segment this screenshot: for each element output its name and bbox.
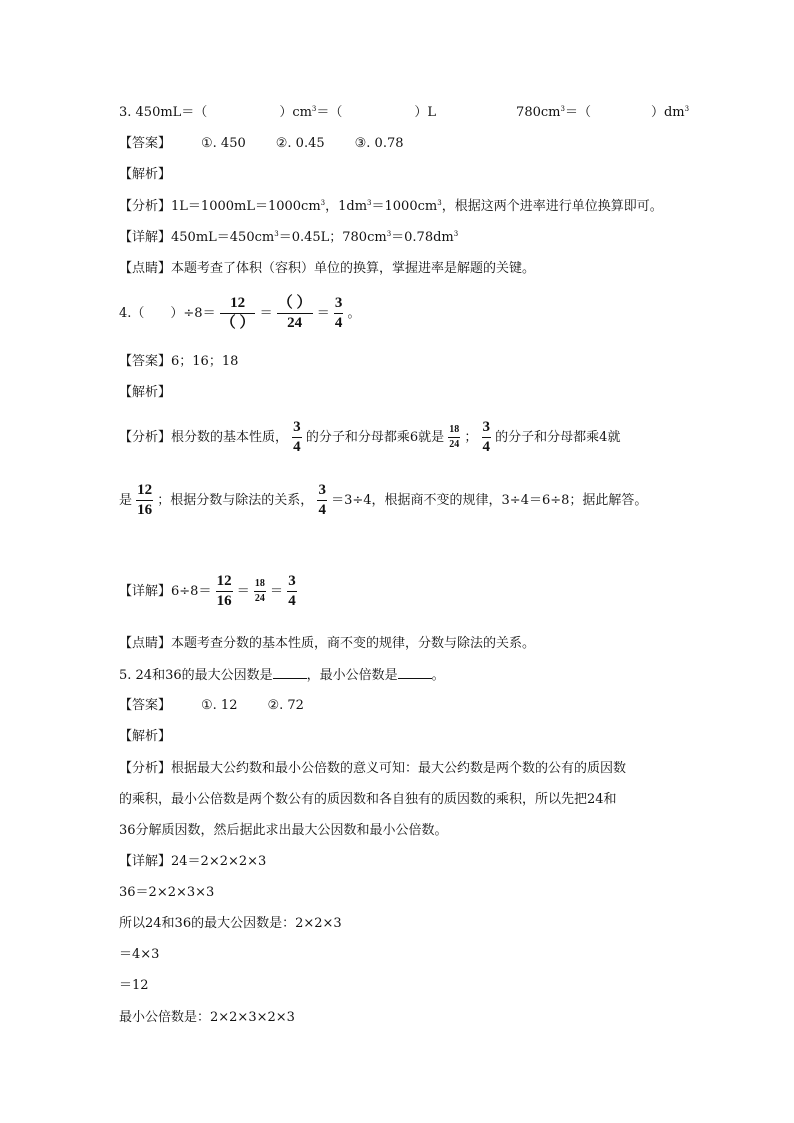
q5-line6: 最小公倍数是：2×2×3×2×3 <box>119 1010 295 1025</box>
q3-xiangjie: 【详解】$450mL=450cm^3=0.45L$；$780cm^3=0.78dm^3$ <box>119 230 459 245</box>
q3-jiexi: 【解析】 <box>119 167 172 182</box>
q4-dianjing: 【点睛】本题考查分数的基本性质，商不变的规律，分数与除法的关系。 <box>119 636 536 651</box>
answer-blank <box>398 666 432 679</box>
q5-question: 5. 24和36的最大公因数是 ，最小公倍数是 。 <box>119 668 445 683</box>
q5-fenxi-line2: 的乘积，最小公倍数是两个数公有的质因数和各自独有的质因数的乘积，所以先把24和 <box>119 792 617 807</box>
frac-12-16: $\frac{12}{16}$ <box>137 482 153 518</box>
q5-xiangjie: 【详解】24＝2×2×2×3 <box>119 854 267 869</box>
answer-label: 【答案】 <box>119 136 172 151</box>
frac-12-16: $\frac{12}{16}$ <box>216 573 232 609</box>
q5-answer: 【答案】 ①. 12 ②. 72 <box>119 698 304 713</box>
q5-line3: 所以24和36的最大公因数是：2×2×3 <box>119 916 342 931</box>
q4-answer: 【答案】6；16；18 <box>119 354 239 369</box>
q4-frac-3-4: $\frac{3}{4}$ <box>334 295 343 331</box>
answer-blank <box>273 666 307 679</box>
q4-xiangjie: 【详解】6÷8＝ $\frac{12}{16}$ ＝ $\frac{18}{24}$ ＝ $\frac{3}{4}$ <box>119 573 296 609</box>
q3-fenxi: 【分析】$1L=1000mL=1000cm^3$，$1dm^3=1000cm^3$，根据这两个进率进行单位换算即可。 <box>119 199 663 214</box>
frac-18-24: $\frac{18}{24}$ <box>449 424 460 450</box>
q4-fenxi-line1: 【分析】根分数的基本性质， $\frac{3}{4}$ 的分子和分母都乘6就是 $\frac{18}{24}$ ； $\frac{3}{4}$ 的分子和分母都乘4就 <box>119 419 621 455</box>
q5-line2: 36＝2×2×3×3 <box>119 885 215 900</box>
q4-question: 4.（ ）÷8＝ $\frac{12}{( )}$ ＝ $\frac{( )}{24}$ ＝ $\frac{3}{4}$ 。 <box>119 295 361 331</box>
q5-fenxi-line3: 36分解质因数，然后据此求出最大公因数和最小公倍数。 <box>119 823 448 838</box>
q5-fenxi-line1: 【分析】根据最大公约数和最小公倍数的意义可知：最大公约数是两个数的公有的质因数 <box>119 761 627 776</box>
q4-jiexi: 【解析】 <box>119 385 172 400</box>
q3-answer: 【答案】 ①. 450 ②. 0.45 ③. 0.78 <box>119 136 404 151</box>
frac-3-4: $\frac{3}{4}$ <box>318 482 326 518</box>
q4-fenxi-line2: 是 $\frac{12}{16}$ ；根据分数与除法的关系， $\frac{3}{4}$ ＝3÷4，根据商不变的规律，3÷4＝6÷8；据此解答。 <box>119 482 648 518</box>
frac-18-24: $\frac{18}{24}$ <box>254 578 265 604</box>
q5-line4: ＝4×3 <box>119 947 160 962</box>
q4-frac-12-blank: $\frac{12}{( )}$ <box>220 295 255 331</box>
q5-jiexi: 【解析】 <box>119 729 172 744</box>
q3-dianjing: 【点睛】本题考查了体积（容积）单位的换算，掌握进率是解题的关键。 <box>119 261 536 276</box>
frac-3-4: $\frac{3}{4}$ <box>288 573 296 609</box>
q5-line5: ＝12 <box>119 978 149 993</box>
q3-question: 3. 450mL＝（ ）$cm^3=$（ ）L $780cm^3=$（ ）$dm^3$ <box>119 105 690 120</box>
frac-3-4: $\frac{3}{4}$ <box>482 419 491 455</box>
q3-prefix: 3. 450mL＝（ <box>119 105 208 120</box>
frac-3-4: $\frac{3}{4}$ <box>293 419 301 455</box>
q4-frac-blank-24: $\frac{( )}{24}$ <box>277 295 312 331</box>
